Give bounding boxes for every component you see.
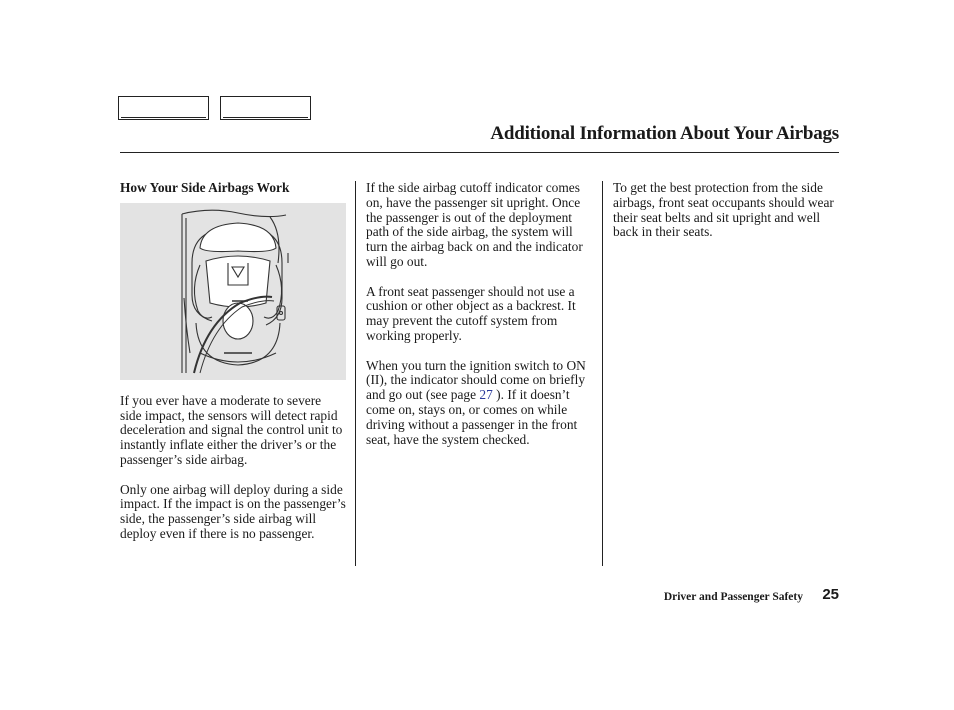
column-divider xyxy=(602,181,603,566)
page-reference-link[interactable]: 27 xyxy=(479,387,493,403)
column-1 xyxy=(120,181,346,557)
paragraph xyxy=(366,359,594,448)
column-2 xyxy=(366,181,594,462)
paragraph: If the side airbag cutoff indicator comes on, have the passenger sit upright. Once the passenger is out of the deployment path of the side airbag, the system will turn the airbag back on and the indicator will go out. xyxy=(366,180,583,269)
paragraph: Only one airbag will deploy during a side impact. If the impact is on the passenger’s side, the passenger’s side airbag will deploy even if there is no passenger. xyxy=(120,481,346,541)
previous-page-tab[interactable] xyxy=(118,96,209,120)
seat-occupant-drawing xyxy=(120,203,346,380)
paragraph: A front seat passenger should not use a cushion or other object as a backrest. It may prevent the cutoff system from working properly. xyxy=(366,283,576,343)
page-number: 25 xyxy=(822,586,839,603)
column-divider xyxy=(355,181,356,566)
footer-section-title: Driver and Passenger Safety xyxy=(663,591,803,603)
page-title: Additional Information About Your Airbags xyxy=(490,123,839,144)
side-airbag-illustration xyxy=(120,203,346,380)
section-heading: How Your Side Airbags Work xyxy=(120,180,290,195)
paragraph-text: When you turn the ignition switch to ON (II), the indicator should come on briefly and go out (see page xyxy=(366,357,586,403)
next-page-tab[interactable] xyxy=(220,96,311,120)
title-divider xyxy=(120,152,839,153)
paragraph: To get the best protection from the side airbags, front seat occupants should wear their seat belts and sit upright and well back in their seats. xyxy=(613,180,834,240)
paragraph: If you ever have a moderate to severe side impact, the sensors will detect rapid deceleration and signal the control unit to instantly inflate either the driver’s or the passenger’s side airbag. xyxy=(120,392,343,467)
paragraph-text: ). If it doesn’t come on, stays on, or comes on while driving without a passenger in the front seat, have the system checked. xyxy=(366,387,578,447)
column-3 xyxy=(613,181,835,255)
